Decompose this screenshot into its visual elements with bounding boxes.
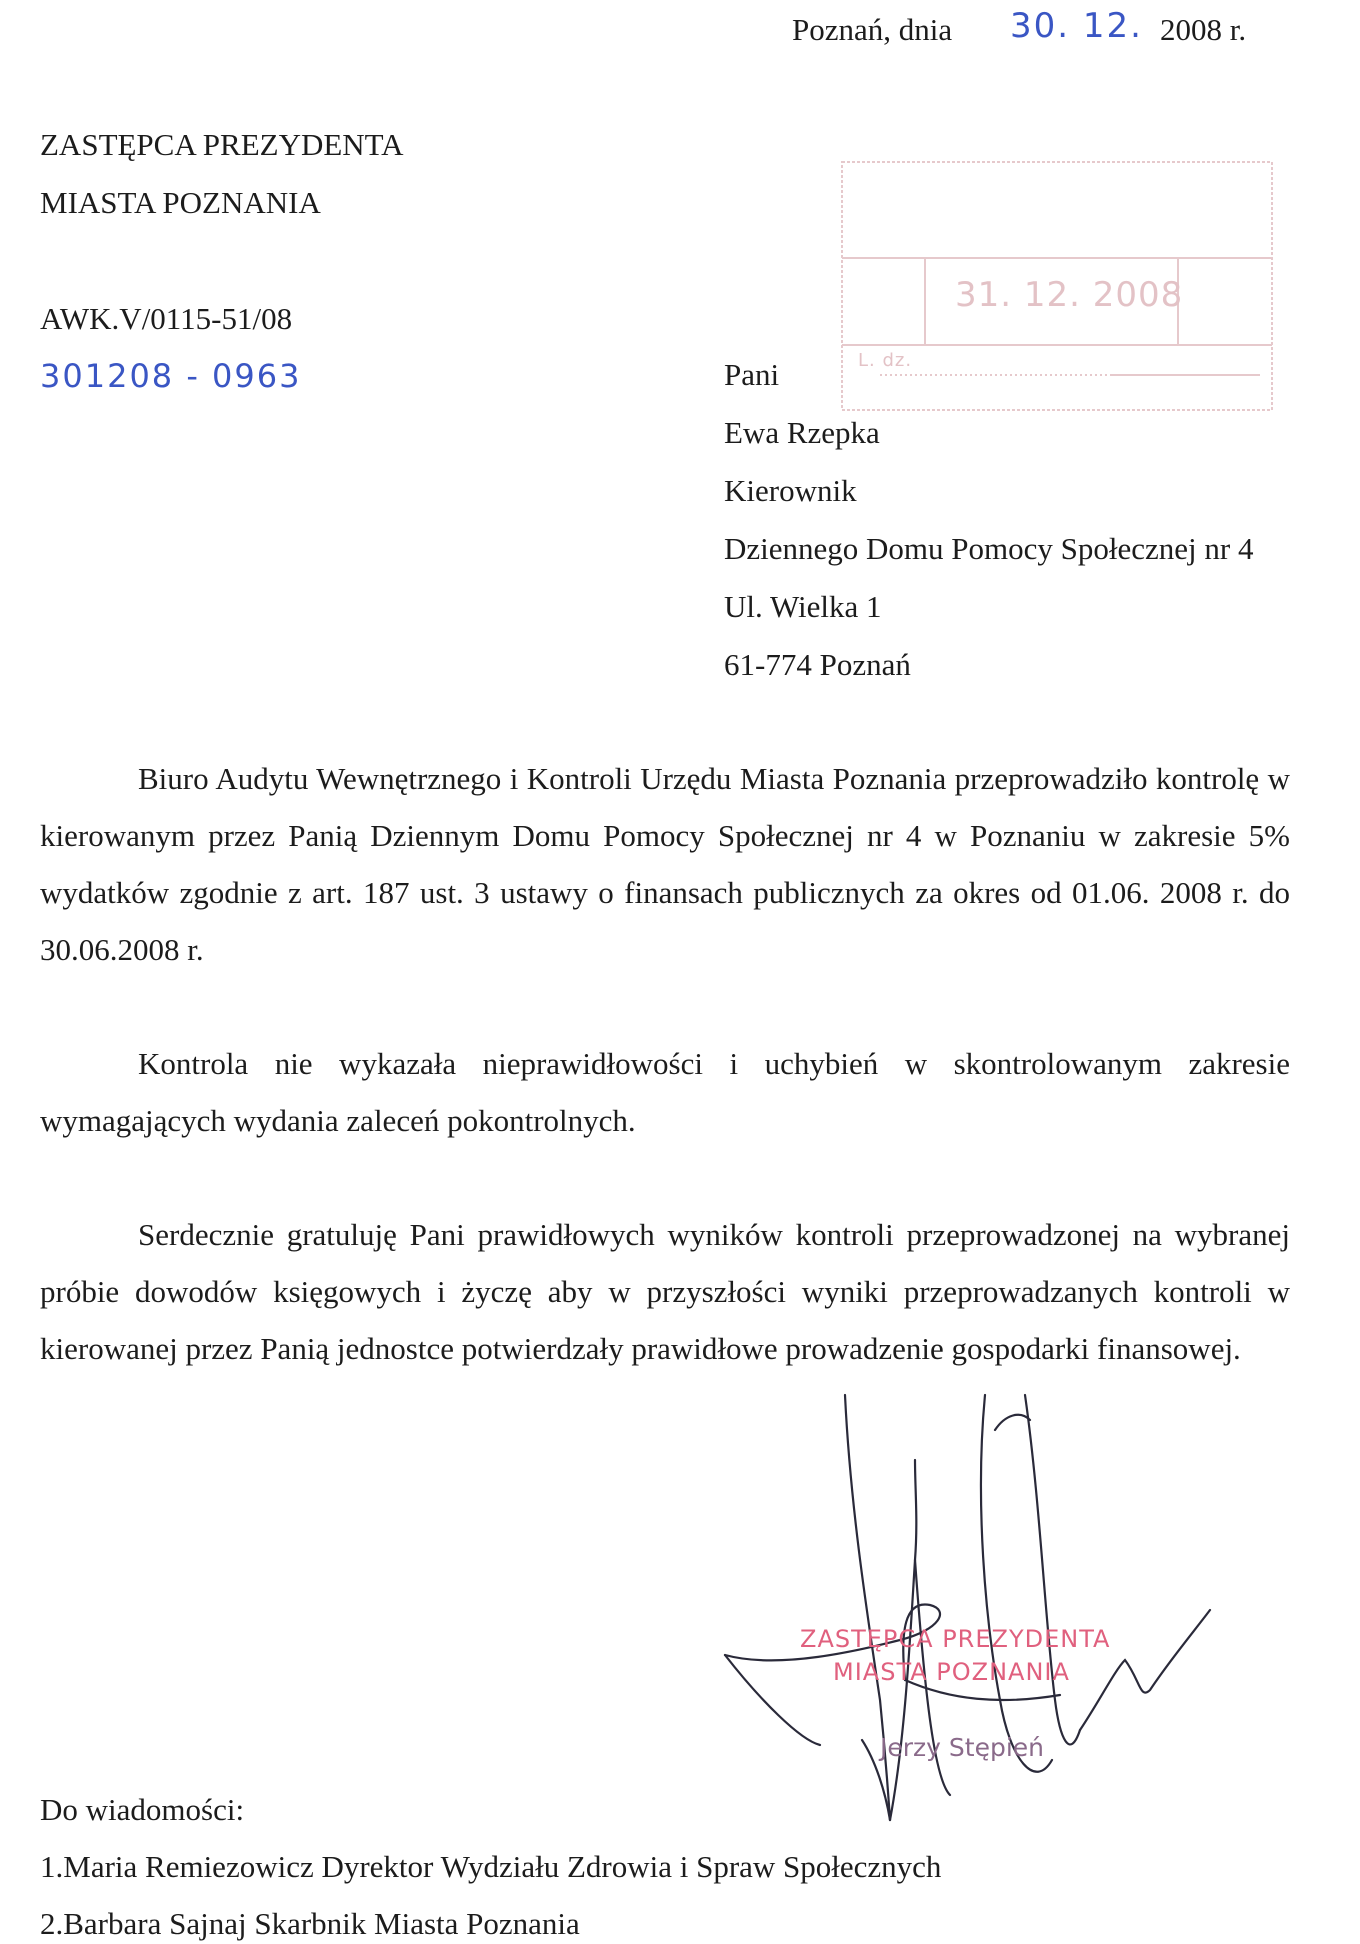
handwritten-date: 30. 12. [1010,6,1143,46]
cc-heading: Do wiadomości: [40,1792,245,1827]
date-year: 2008 r. [1160,12,1247,47]
date-place: Poznań, dnia [792,12,953,47]
signature-stamp-line-2: MIASTA POZNANIA [833,1658,1070,1686]
registry-stamp-date: 31. 12. 2008 [955,275,1184,315]
recipient-institution: Dziennego Domu Pomocy Społecznej nr 4 [724,531,1254,566]
recipient-salutation: Pani [724,357,780,392]
body-paragraph-3: Serdecznie gratuluję Pani prawidłowych wyników kontroli przeprowadzonej na wybranej próbie dowodów księgowych i życzę aby w przyszłości wyniki przeprowadzanych kontroli w kierowanej przez Panią jednostce potwierdzały prawidłowe prowadzenie gospodarki finansowej. [40,1217,1290,1366]
sender-line-2: MIASTA POZNANIA [40,185,321,220]
body-paragraph-2: Kontrola nie wykazała nieprawidłowości i uchybień w skontrolowanym zakresie wymagających wydania zaleceń pokontrolnych. [40,1046,1290,1138]
signature-stamp-line-1: ZASTĘPCA PREZYDENTA [800,1625,1111,1653]
handwritten-registry-number: 301208 - 0963 [40,357,302,395]
recipient-role: Kierownik [724,473,857,508]
reference-number: AWK.V/0115-51/08 [40,301,293,336]
body-paragraph-1: Biuro Audytu Wewnętrznego i Kontroli Urzędu Miasta Poznania przeprowadziło kontrolę w kierowanym przez Panią Dziennym Domu Pomocy Społecznej nr 4 w Poznaniu w zakresie 5% wydatków zgodnie z art. 187 ust. 3 ustawy o finansach publicznych za okres od 01.06. 2008 r. do 30.06.2008 r. [40,761,1290,967]
sender-line-1: ZASTĘPCA PREZYDENTA [40,127,404,162]
signature-stamp-name: Jerzy Stępień [880,1733,1044,1762]
recipient-name: Ewa Rzepka [724,415,880,450]
recipient-street: Ul. Wielka 1 [724,589,882,624]
cc-item-2: 2.Barbara Sajnaj Skarbnik Miasta Poznania [40,1906,580,1941]
recipient-city: 61-774 Poznań [724,647,911,682]
registry-stamp-field: L. dz. [858,350,913,371]
cc-item-1: 1.Maria Remiezowicz Dyrektor Wydziału Zdrowia i Spraw Społecznych [40,1849,942,1884]
